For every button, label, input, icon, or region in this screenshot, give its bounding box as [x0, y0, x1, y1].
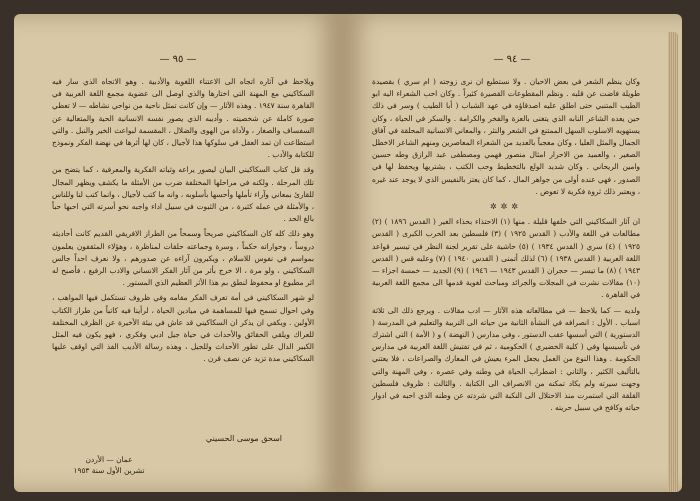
- left-page-body: [52, 76, 314, 369]
- right-page-body: [372, 76, 640, 417]
- paragraph: وقد قل كتاب السكاكيني البيان ليصور يراعه وثباته الفكرية والمعرفية ، كما يتضح من تلك المرحلة . ولكنه في مراحلها المختلفة ضرب من الأمثلة ما يكشف ويظهر المجال للقارئ بمعاني وآراء تأملها وأحسها بأسلوبه ، وانه ما كتب لأجيال ، وانما كتب لنا وللناس ، والأمثلة في عمله كثيرة ، من الثبوت في سبيل اداء واجبه نحو أسرته التي احبها حباً بالغ الحد .: [52, 165, 314, 224]
- paragraph: ولديه — كما يلاحظ — في مطالعاته هذه الآثار — ادب مقالات . ويرجع ذلك الى ثلاثة اسباب . الأول : انصرافه في النشأة الثانية من حياته الى التربية والتعليم في المدرسة ( الدستورية ) التي أسسها عقب الدستور ، وفي مدارس ( النهضة ) و ( الأمة ) التي اشترك في تأسيسها وفي ( كلية الخضيري ) الحكومية ، ثم في تفتيش اللغة العربية في مدارس الحكومة . وهذا النوع من العمل يجعل المرء يعيش في المعارك والصراعات ، فلا يعتني بالتأليف الكثير ، والثاني : اضطراب الحياة في وطنه وفي عصره ، وفي المهنة والتي وجهت سيرته ولم يكاد تمكنه من الانصراف الى الكتابة . والثالث : ظروف فلسطين القلقة التي استمرت منذ الاحتلال الى النكبة التي شردته عن وطنه الذي احبه في ادوار حياته وكافح في سبيل حريته .: [372, 305, 640, 413]
- place: عمان — الأردن: [85, 455, 133, 464]
- page-number: — ٩٥ —: [159, 54, 197, 65]
- paragraph: ويلاحظ في آثاره اتجاه الى الاعتناء اللغوية والأدبية . وهو الاتجاه الذي سار فيه السكاكيني مع المهنة التي اختارها والذي اوصل الى عضوية مجمع اللغة العربية في القاهرة سنة ١٩٤٧ . وهذه الآثار — وإن كانت تمثل ناحية من نواحي نشاطه — لا تعطي صورة كاملة عن شخصيته . وأديبه الذي يصور نفسه الانسانية الحية والمتعالية عن السفساف والصغار ، ولأداة من الهوى والضلال ، المقسمة لبواعث الخير والنبل . والتي استطاعت ان تمد العقل في سلوكها هذا لأجيال ، كان لها أثرها في نهضة الفكر ونموذج للكتابة والأدب .: [52, 77, 315, 160]
- paragraph: وهو ذلك كله كان السكاكيني صريحاً وسمحاً من الطراز الافريقي القديم كانت أحاديثه دروساً ، وحواراته حكماً ، وسرة وجماعته حلقات لمناظرة ، وهؤلاء المثقفون يعلمون بمواسم في نفوس للاسلام ، ويكبرون آراءه عن صدورهم ، ولا نعرف احداً جالس السكاكيني ، ولو مرة ، الا خرج بأثر من آثار الفكر الانساني والادب الرفيع ، فأصبح له اثر مطبوع او محفوظ لنطق بم هذا الأثر العظيم الذي المستور .: [52, 229, 314, 288]
- paragraph: وكان ينظم الشعر في بعض الاحيان . ولا نستطيع ان نرى زوجته ( ام سري ) بقصيدة طويلة فاضت عن قلبه . ونظم المقطوعات القصيرة كثيراً . وكان احب الشعراء اليه ابو الطيب المتنبي حتى اطلق عليه اصدقاؤه في عهد الشباب ( أبا الطيب ) وسر في ذلك حين يعده الشاعر النابه الذي يتغنى بالعزة والفخر والكرامة . والسكر في الحياة ، وكان يستهويه الاسلوب السهل الممتنع في الشعر والنثر ، والمعاني الانسانية المحلقة في آفاق الجمال والمثل العليا ، وكان معجباً بالعديد من الشعراء المعاصرين ومنهم الشاعر الاخطل الصغير ، والعميد من الاحرار امثال منصور فهمي ومصطفى عبد الرازق وطه حسين وامين الريحاني . وكان شديد الولع بالتخطيط وحب الكتب ، يشتريها ويحفظ لها في الصدور ، فهي عنده أولى من جواهر المال ، كما كان يعتز بالنفيس الذي لا يوجد عند غيره ، ويعتبر ذلك ثروة فكرية لا تعوض .: [372, 77, 640, 196]
- author-signature: اسحق موسى الحسيني: [205, 434, 282, 443]
- date: تشرين الأول سنة ١٩٥٣: [73, 466, 145, 475]
- paragraph: لو شهر السكاكيني في أمة تعرف الفكر مقامه وفي ظروف تستكمل فيها المواهب ، وفي احوال تسمح فيها للمساهمة في ميادين الحياة ، لرأينا فيه كاتباً من طراز الكتاب الأولين . ويكفي ان يذكر ان السكاكيني قد عاش في بيئة الأخيرة عن الظرف المختلفة للعراك ويلقي الحقائق والأحداث في حياة جيل ادبي وفكري ، فهو يكون فيه المثل الكبير الدال على تطور الأحداث وللجيل ، وهذه رسالة الأديب الفذ التي اوقف عليها السكاكيني مدة تزيد عن نصف قرن .: [52, 293, 314, 364]
- section-divider-stars: ✲✲✲: [489, 202, 523, 212]
- left-page: [14, 14, 342, 492]
- page-edges: [668, 32, 678, 492]
- place-and-date: [54, 454, 164, 476]
- paragraph: ان آثار السكاكيني التي خلفها قليلة . منها (١) الاحتذاء بحذاء الغير ( القدس ١٨٩٦ ) (٢) مطالعات في اللغة والأدب ( القدس ١٩٢٥ ) (٣) فلسطين بعد الحرب الكبرى ( القدس ١٩٢٥ ) (٤) سري ( القدس ١٩٣٤ ) (٥) حاشية على تقرير لجنة النظر في تيسير قواعد اللغة العربية ( القدس ١٩٣٨ ) (٦) لذلك أتمنى ( القدس ١٩٤٠ ) (٧) وعليه قس ( القدس ١٩٤٣ ) (٨) ما تيسر — حجران ( القدس ١٩٤٣ — ١٩٤٦ ) (٩) الجديد — خمسة اجزاء — (١٠) مقالات نشرت في المجلات والجرائد ومباحث لغوية قدمها الى مجمع اللغة العربية في القاهرة .: [372, 217, 641, 300]
- page-number: — ٩٤ —: [493, 54, 531, 65]
- right-page: [342, 14, 682, 492]
